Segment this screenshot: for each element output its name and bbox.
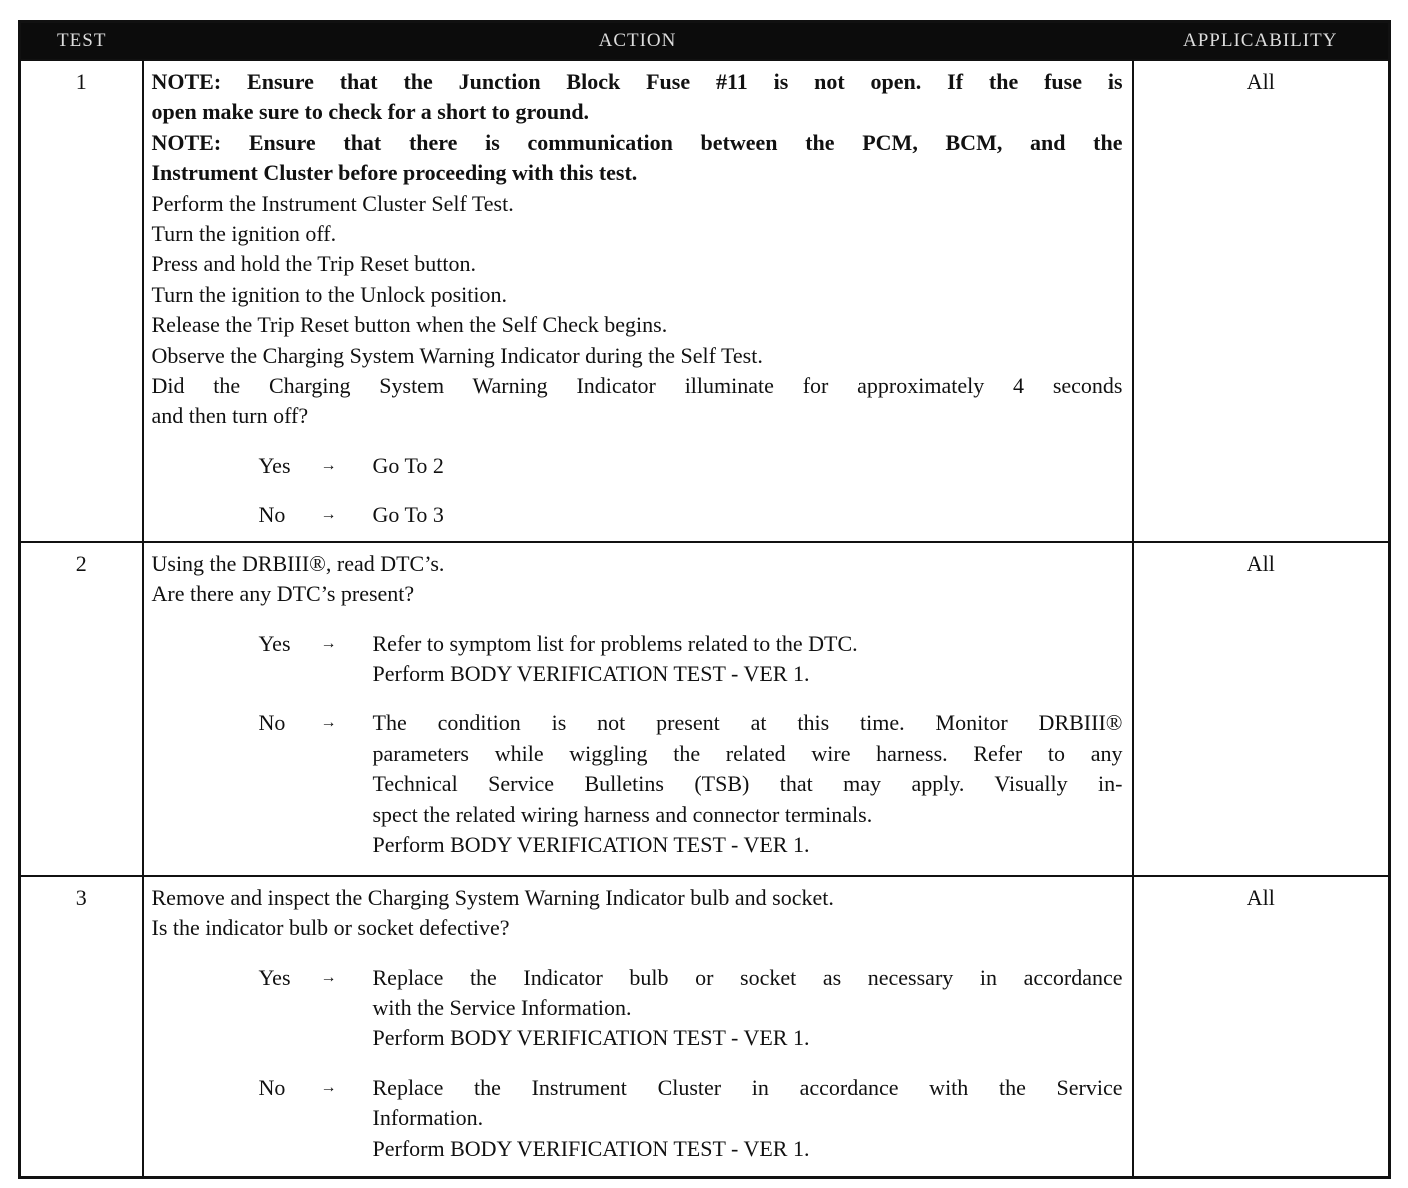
diagnostic-test-table [18, 20, 1391, 1179]
paragraph [373, 708, 1123, 830]
text-line: Using the DRBIII®, read DTC’s. [151, 550, 445, 576]
table-row [20, 542, 1390, 876]
text-line: Perform BODY VERIFICATION TEST - VER 1. [372, 660, 810, 686]
paragraph [152, 579, 1123, 609]
action-cell [143, 876, 1133, 1178]
paragraph [152, 371, 1123, 432]
applicability: All [1133, 876, 1390, 1178]
text-line: NOTE: Ensure that there is communication between the PCM, BCM, and the [151, 129, 1123, 155]
header-test: TEST [20, 22, 143, 61]
applicability: All [1133, 542, 1390, 876]
test-number: 2 [20, 542, 143, 876]
outcome-no [152, 1073, 1123, 1164]
outcome-answer: No [258, 710, 286, 736]
table-header-row [20, 22, 1390, 61]
text-line: Release the Trip Reset button when the Self Check begins. [151, 312, 668, 338]
text-line: with the Service Information. [372, 994, 632, 1020]
text-line: Turn the ignition to the Unlock position. [151, 281, 507, 307]
text-line: Is the indicator bulb or socket defective? [151, 915, 510, 941]
text-line: Perform BODY VERIFICATION TEST - VER 1. [372, 1135, 810, 1161]
arrow-icon: → [320, 634, 337, 652]
outcome-text [373, 451, 1123, 481]
outcome-answer: No [258, 502, 286, 528]
outcome-text [373, 963, 1123, 1054]
text-line: Go To 2 [372, 452, 444, 478]
paragraph [373, 629, 1123, 659]
paragraph [373, 1134, 1123, 1164]
outcome-answer: No [258, 1074, 286, 1100]
arrow-icon: → [320, 506, 337, 524]
outcome-no [152, 500, 1123, 530]
outcome-text [373, 500, 1123, 530]
paragraph [373, 1073, 1123, 1134]
text-line: NOTE: Ensure that the Junction Block Fuse #11 is not open. If the fuse is [151, 69, 1123, 94]
outcome-text [373, 1073, 1123, 1164]
paragraph [152, 249, 1123, 279]
paragraph [152, 913, 1123, 943]
text-line: Are there any DTC’s present? [151, 581, 415, 607]
text-line: Observe the Charging System Warning Indicator during the Self Test. [151, 342, 763, 368]
text-line: Turn the ignition off. [151, 221, 337, 247]
text-line: Replace the Indicator bulb or socket as necessary in accordance [372, 964, 1123, 990]
text-line: and then turn off? [151, 403, 309, 429]
test-number: 1 [20, 60, 143, 542]
text-line: Perform BODY VERIFICATION TEST - VER 1. [372, 1025, 810, 1051]
outcome-yes [152, 451, 1123, 481]
paragraph [152, 549, 1123, 579]
text-line: Did the Charging System Warning Indicator illuminate for approximately 4 seconds [151, 373, 1123, 399]
paragraph [152, 280, 1123, 310]
paragraph [152, 341, 1123, 371]
paragraph [373, 1023, 1123, 1053]
text-line: Instrument Cluster before proceeding with this test. [151, 160, 638, 186]
paragraph [373, 451, 1123, 481]
text-line: open make sure to check for a short to ground. [151, 99, 590, 125]
paragraph [152, 310, 1123, 340]
arrow-icon: → [320, 714, 337, 732]
text-line: parameters while wiggling the related wire harness. Refer to any [372, 740, 1123, 766]
text-line: Remove and inspect the Charging System Warning Indicator bulb and socket. [151, 884, 834, 910]
outcome-yes [152, 629, 1123, 690]
note-paragraph [152, 67, 1123, 128]
outcome-text [373, 629, 1123, 690]
text-line: Perform the Instrument Cluster Self Test. [151, 190, 514, 216]
text-line: Refer to symptom list for problems related to the DTC. [372, 630, 858, 656]
action-cell [143, 60, 1133, 542]
paragraph [152, 883, 1123, 913]
test-number: 3 [20, 876, 143, 1178]
note-paragraph [152, 128, 1123, 189]
text-line: Information. [372, 1105, 484, 1131]
text-line: Perform BODY VERIFICATION TEST - VER 1. [372, 831, 810, 857]
header-action: ACTION [143, 22, 1133, 61]
text-line: The condition is not present at this time. Monitor DRBIII® [372, 710, 1123, 736]
outcome-text [373, 708, 1123, 860]
outcome-yes [152, 963, 1123, 1054]
header-applicability: APPLICABILITY [1133, 22, 1390, 61]
paragraph [373, 830, 1123, 860]
table-row [20, 876, 1390, 1178]
arrow-icon: → [320, 1078, 337, 1096]
text-line: Press and hold the Trip Reset button. [151, 251, 477, 277]
text-line: Replace the Instrument Cluster in accordance with the Service [372, 1074, 1123, 1100]
paragraph [373, 500, 1123, 530]
action-cell [143, 542, 1133, 876]
table-row [20, 60, 1390, 542]
text-line: Technical Service Bulletins (TSB) that may apply. Visually in- [372, 771, 1123, 797]
paragraph [152, 219, 1123, 249]
paragraph [373, 963, 1123, 1024]
outcome-answer: Yes [258, 452, 291, 478]
paragraph [152, 189, 1123, 219]
outcome-answer: Yes [258, 630, 291, 656]
arrow-icon: → [320, 968, 337, 986]
applicability: All [1133, 60, 1390, 542]
arrow-icon: → [320, 456, 337, 474]
outcome-answer: Yes [258, 964, 291, 990]
table-body [20, 60, 1390, 1178]
paragraph [373, 659, 1123, 689]
outcome-no [152, 708, 1123, 860]
text-line: spect the related wiring harness and connector terminals. [372, 801, 873, 827]
text-line: Go To 3 [372, 502, 444, 528]
